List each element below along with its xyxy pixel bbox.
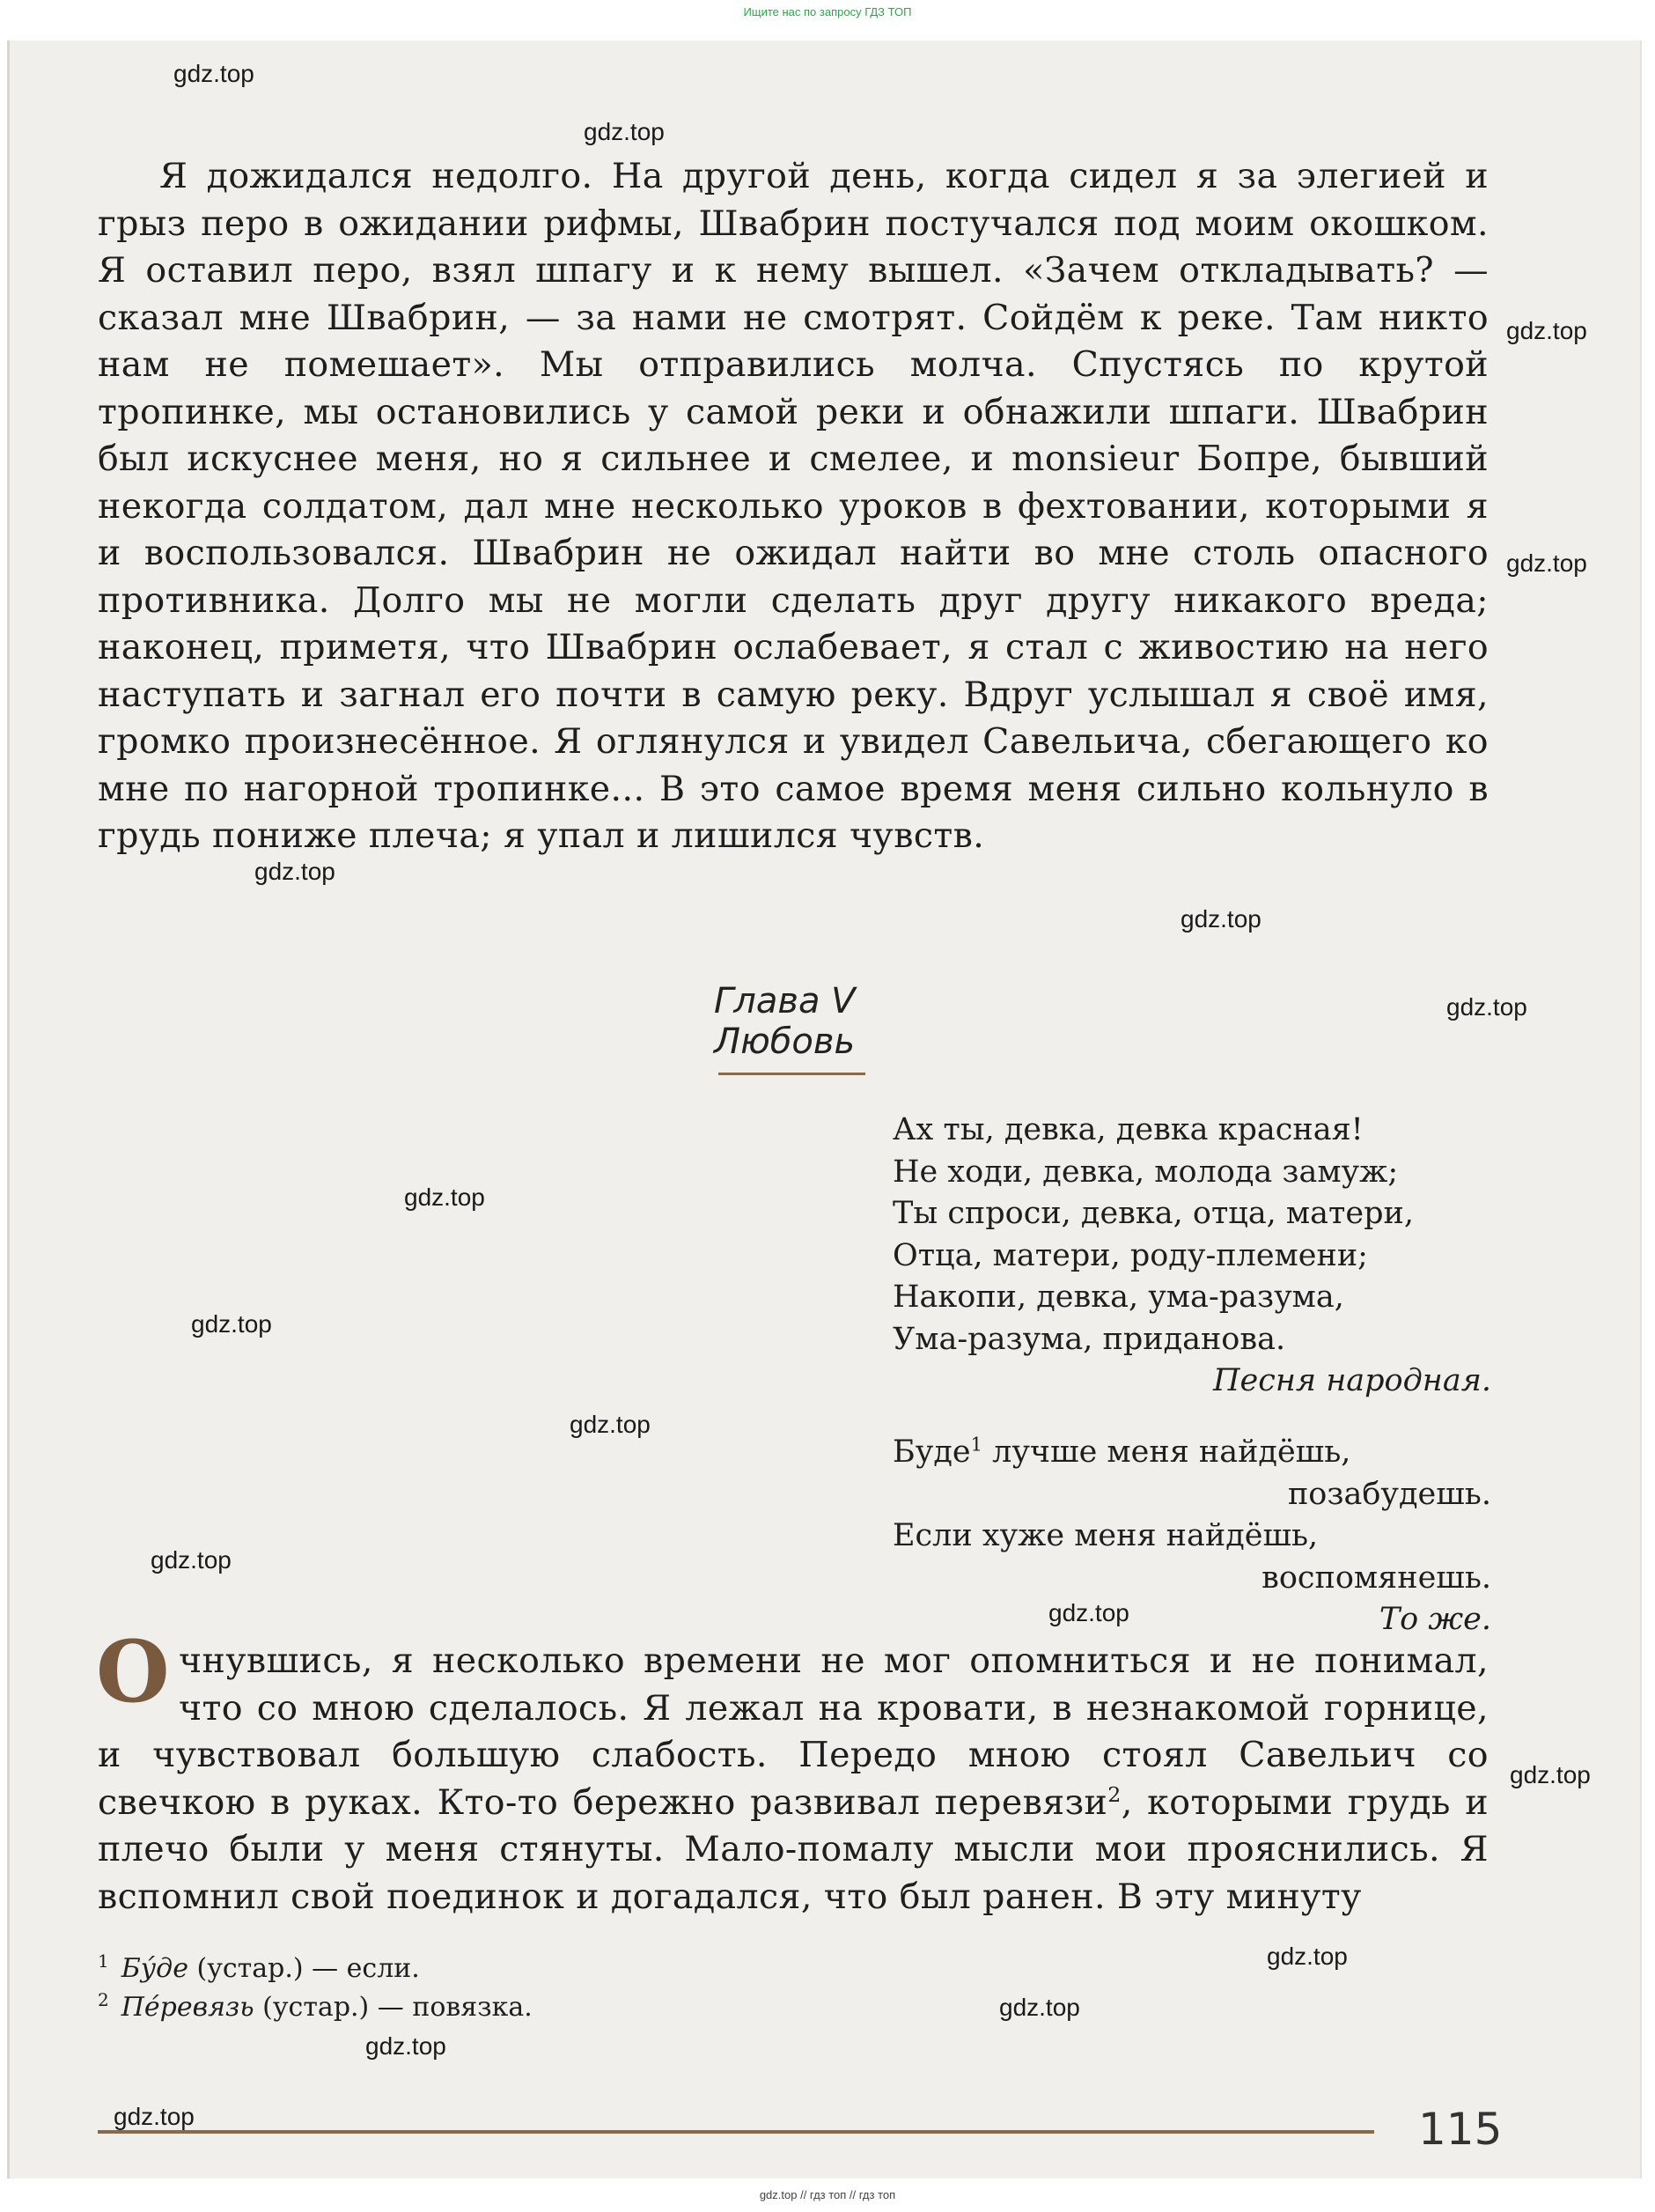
watermark[interactable]: gdz.top xyxy=(1181,905,1261,933)
watermark[interactable]: gdz.top xyxy=(404,1183,485,1211)
watermark[interactable]: gdz.top xyxy=(173,60,254,87)
bottom-banner[interactable]: gdz.top // гдз топ // гдз топ xyxy=(759,2188,896,2201)
footnote-mark: 2 xyxy=(98,1989,109,2010)
epigraph-line: позабудешь. xyxy=(1287,1476,1491,1512)
epigraph-line: Ума-разума, приданова. xyxy=(893,1321,1286,1357)
book-page xyxy=(7,41,1642,2179)
footnote-term: Бу́де xyxy=(121,1953,188,1984)
watermark[interactable]: gdz.top xyxy=(114,2103,195,2130)
chapter-heading xyxy=(714,981,872,1062)
watermark[interactable]: gdz.top xyxy=(584,118,665,145)
epigraph-song xyxy=(893,1110,1491,1403)
footnote-2 xyxy=(98,1988,1330,2027)
watermark[interactable]: gdz.top xyxy=(1506,549,1587,577)
footnote-1 xyxy=(98,1950,1330,1988)
watermark[interactable]: gdz.top xyxy=(570,1411,651,1438)
paragraph-awakening xyxy=(96,1622,1489,1921)
watermark[interactable]: gdz.top xyxy=(191,1310,272,1338)
epigraph-line: Отца, матери, роду-племени; xyxy=(893,1237,1368,1273)
epigraph-verse xyxy=(893,1432,1491,1641)
paragraph-duel-text: Я дожидался недолго. На другой день, когда сидел я за элегией и грыз перо в ожидании рифмы, Швабрин постучался под моим окошком. Я оставил перо, взял шпагу и к нему вышел. «Зачем откладывать? — сказал мне Швабрин, — за нами не смотрят. Сойдём к реке. Там никто нам не помешает». Мы отправились молча. Спустясь по крутой тропинке, мы остановились у самой реки и обнажили шпаги. Швабрин был искуснее меня, но я сильнее и смелее, и monsieur Бопре, бывший некогда солдатом, дал мне несколько уроков в фехтовании, которыми я и воспользовался. Швабрин не ожидал найти во мне столь опасного противника. Долго мы не могли сделать друг другу никакого вреда; наконец, приметя, что Швабрин ослабевает, я стал с живостию на него наступать и загнал его почти в самую реку. Вдруг услышал я своё имя, громко произнесённое. Я оглянулся и увидел Савельича, сбегающего ко мне по нагорной тропинке... В это самое время меня сильно кольнуло в грудь пониже плеча; я упал и лишился чувств. xyxy=(98,156,1489,856)
chapter-title-underline xyxy=(718,1073,865,1075)
epigraph-line: Накопи, девка, ума-разума, xyxy=(893,1279,1344,1315)
epigraph-source: То же. xyxy=(1379,1602,1491,1637)
watermark[interactable]: gdz.top xyxy=(151,1546,232,1574)
watermark[interactable]: gdz.top xyxy=(999,1994,1080,2021)
epigraph-line xyxy=(893,1432,1491,1474)
watermark[interactable]: gdz.top xyxy=(365,2032,446,2060)
chapter-number: Глава V xyxy=(714,981,856,1021)
watermark[interactable]: gdz.top xyxy=(254,858,335,885)
footnote-text: (устар.) — если. xyxy=(188,1953,420,1984)
drop-cap: О xyxy=(96,1622,171,1722)
epigraph-line: Ах ты, девка, девка красная! xyxy=(893,1112,1364,1147)
paragraph-awakening-part2: , которыми грудь и плечо были у меня стянуты. Мало-помалу мысли мои прояснились. Я вспомнил свой поединок и догадался, что был ранен. В эту минуту xyxy=(98,1781,1489,1917)
epigraph-line: Ты спроси, девка, отца, матери, xyxy=(893,1196,1414,1231)
footnote-text: (устар.) — повязка. xyxy=(254,1992,533,2023)
paragraph-awakening-part1: чнувшись, я несколько времени не мог опомниться и не понимал, что со мною сделалось. Я лежал на кровати, в незнакомой горнице, и чувствовал большую слабость. Передо мною стоял Савельич со свечкою в руках. Кто-то бережно развивал перевязи xyxy=(98,1641,1489,1823)
epigraph-line-rest: лучше меня найдёшь, xyxy=(982,1434,1351,1470)
epigraph-line: Не ходи, девка, молода замуж; xyxy=(893,1154,1399,1190)
watermark[interactable]: gdz.top xyxy=(1506,317,1587,344)
paragraph-awakening-text xyxy=(96,1622,1489,1921)
epigraph-source: Песня народная. xyxy=(1213,1363,1491,1398)
footer-rule xyxy=(98,2130,1374,2134)
watermark[interactable]: gdz.top xyxy=(1048,1599,1129,1626)
footnote-ref-1[interactable]: 1 xyxy=(970,1434,982,1456)
footnote-mark: 1 xyxy=(98,1950,109,1972)
page-number: 115 xyxy=(1418,2104,1503,2155)
epigraph-line: воспомянешь. xyxy=(1261,1559,1491,1596)
chapter-title: Любовь xyxy=(714,1021,856,1062)
paragraph-duel xyxy=(98,153,1489,860)
top-banner[interactable]: Ищите нас по запросу ГДЗ ТОП xyxy=(743,5,912,18)
watermark[interactable]: gdz.top xyxy=(1510,1761,1591,1788)
footnote-term: Пе́ревязь xyxy=(121,1992,254,2023)
footnote-ref-2[interactable]: 2 xyxy=(1107,1781,1122,1807)
watermark[interactable]: gdz.top xyxy=(1267,1943,1348,1970)
epigraph-line: Если хуже меня найдёшь, xyxy=(893,1518,1319,1553)
watermark[interactable]: gdz.top xyxy=(1446,993,1527,1021)
epigraph-word: Буде xyxy=(893,1434,971,1470)
